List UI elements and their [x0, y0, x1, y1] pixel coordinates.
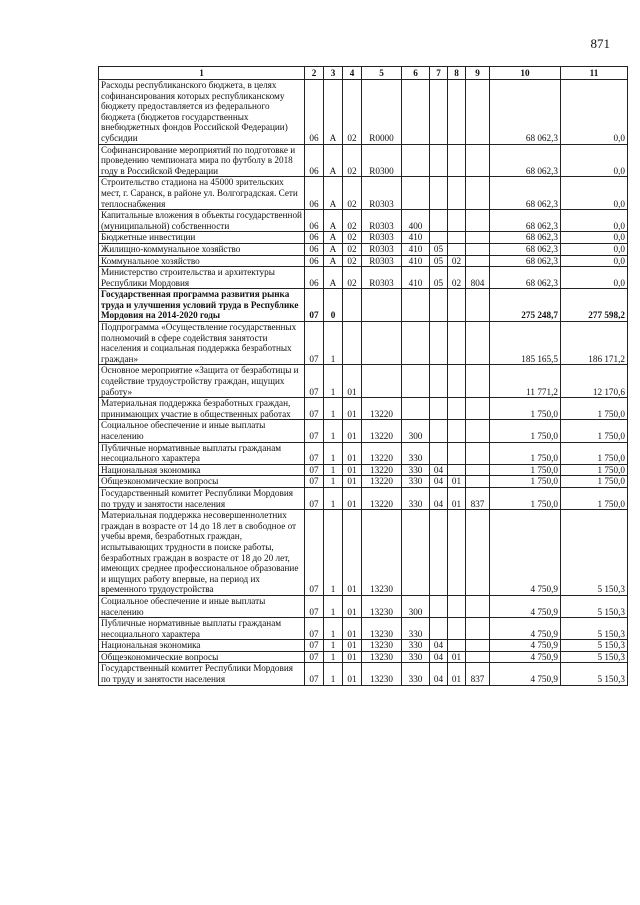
- division-cell: [430, 618, 448, 640]
- program-code-cell: 1: [324, 442, 343, 464]
- program-code-cell: А: [324, 243, 343, 255]
- program-code-cell: А: [324, 80, 343, 145]
- amount-2016-cell: 275 248,7: [490, 289, 561, 322]
- row-name-cell: Социальное обеспечение и иные выплаты населению: [99, 595, 305, 617]
- table-row: [99, 80, 628, 145]
- section-code-cell: 07: [305, 322, 324, 365]
- item-code-cell: 13220: [362, 487, 402, 509]
- amount-2017-cell: 1 750,0: [561, 442, 628, 464]
- division-cell: 05: [430, 267, 448, 289]
- ministry-code-cell: [466, 322, 490, 365]
- program-code-cell: 1: [324, 365, 343, 398]
- section-code-cell: 07: [305, 663, 324, 685]
- section-code-cell: 07: [305, 640, 324, 652]
- column-header: 5: [362, 67, 402, 80]
- program-code-cell: А: [324, 267, 343, 289]
- amount-2017-cell: 5 150,3: [561, 595, 628, 617]
- subdivision-cell: [448, 420, 466, 442]
- division-cell: 04: [430, 476, 448, 488]
- ministry-code-cell: [466, 651, 490, 663]
- program-code-cell: 1: [324, 510, 343, 596]
- division-cell: [430, 80, 448, 145]
- amount-2016-cell: 4 750,9: [490, 595, 561, 617]
- section-code-cell: 06: [305, 255, 324, 267]
- expense-type-cell: 330: [402, 464, 430, 476]
- amount-2016-cell: 4 750,9: [490, 618, 561, 640]
- table-header-row: [99, 67, 628, 80]
- section-code-cell: 06: [305, 177, 324, 210]
- subprogram-code-cell: [343, 289, 362, 322]
- row-name-cell: Публичные нормативные выплаты гражданам несоциального характера: [99, 442, 305, 464]
- program-code-cell: 1: [324, 595, 343, 617]
- table-row: [99, 595, 628, 617]
- subdivision-cell: [448, 398, 466, 420]
- subdivision-cell: [448, 464, 466, 476]
- expense-type-cell: 410: [402, 255, 430, 267]
- row-name-cell: Капитальные вложения в объекты государственной (муниципальной) собственности: [99, 210, 305, 232]
- expense-type-cell: [402, 144, 430, 177]
- amount-2017-cell: 1 750,0: [561, 464, 628, 476]
- section-code-cell: 06: [305, 80, 324, 145]
- program-code-cell: А: [324, 144, 343, 177]
- expense-type-cell: [402, 289, 430, 322]
- amount-2016-cell: 4 750,9: [490, 510, 561, 596]
- subdivision-cell: [448, 365, 466, 398]
- expense-type-cell: 330: [402, 442, 430, 464]
- item-code-cell: R0303: [362, 177, 402, 210]
- row-name-cell: Государственная программа развития рынка труда и улучшения условий труда в Республике Мордовия на 2014-2020 годы: [99, 289, 305, 322]
- amount-2017-cell: 12 170,6: [561, 365, 628, 398]
- subprogram-code-cell: 01: [343, 398, 362, 420]
- column-header: 4: [343, 67, 362, 80]
- ministry-code-cell: 837: [466, 663, 490, 685]
- table-row: [99, 618, 628, 640]
- section-code-cell: 07: [305, 420, 324, 442]
- expense-type-cell: 330: [402, 618, 430, 640]
- amount-2016-cell: 185 165,5: [490, 322, 561, 365]
- subdivision-cell: [448, 595, 466, 617]
- expense-type-cell: 300: [402, 420, 430, 442]
- subprogram-code-cell: 01: [343, 510, 362, 596]
- division-cell: [430, 365, 448, 398]
- row-name-cell: Материальная поддержка несовершеннолетних граждан в возрасте от 14 до 18 лет в свободное от учебы время, безработных граждан, испытывающих трудности в поиске работы, безработных граждан в возрасте от 18 до 20 лет, имеющих среднее профессиональное образование и ищущих работу впервые, на период их временного трудоустройства: [99, 510, 305, 596]
- table-row: [99, 420, 628, 442]
- amount-2017-cell: 0,0: [561, 267, 628, 289]
- amount-2017-cell: 5 150,3: [561, 640, 628, 652]
- subdivision-cell: 01: [448, 663, 466, 685]
- section-code-cell: 07: [305, 289, 324, 322]
- ministry-code-cell: [466, 210, 490, 232]
- section-code-cell: 07: [305, 651, 324, 663]
- program-code-cell: 1: [324, 322, 343, 365]
- division-cell: 04: [430, 487, 448, 509]
- item-code-cell: 13230: [362, 595, 402, 617]
- amount-2017-cell: 0,0: [561, 80, 628, 145]
- subdivision-cell: [448, 289, 466, 322]
- amount-2016-cell: 68 062,3: [490, 255, 561, 267]
- ministry-code-cell: [466, 595, 490, 617]
- table-row: [99, 398, 628, 420]
- table-row: [99, 210, 628, 232]
- item-code-cell: 13220: [362, 464, 402, 476]
- subprogram-code-cell: 01: [343, 651, 362, 663]
- section-code-cell: 07: [305, 510, 324, 596]
- item-code-cell: 13230: [362, 510, 402, 596]
- row-name-cell: Бюджетные инвестиции: [99, 232, 305, 244]
- program-code-cell: 1: [324, 464, 343, 476]
- amount-2016-cell: 1 750,0: [490, 464, 561, 476]
- division-cell: 05: [430, 255, 448, 267]
- subdivision-cell: 01: [448, 651, 466, 663]
- division-cell: 04: [430, 663, 448, 685]
- expense-type-cell: [402, 510, 430, 596]
- amount-2016-cell: 68 062,3: [490, 177, 561, 210]
- table-row: [99, 289, 628, 322]
- row-name-cell: Министерство строительства и архитектуры Республики Мордовия: [99, 267, 305, 289]
- subdivision-cell: [448, 243, 466, 255]
- amount-2017-cell: 1 750,0: [561, 398, 628, 420]
- table-row: [99, 232, 628, 244]
- ministry-code-cell: 837: [466, 487, 490, 509]
- amount-2016-cell: 1 750,0: [490, 476, 561, 488]
- amount-2017-cell: 277 598,2: [561, 289, 628, 322]
- subprogram-code-cell: 01: [343, 487, 362, 509]
- program-code-cell: 0: [324, 289, 343, 322]
- expense-type-cell: 330: [402, 476, 430, 488]
- amount-2016-cell: 11 771,2: [490, 365, 561, 398]
- subdivision-cell: [448, 177, 466, 210]
- expense-type-cell: 410: [402, 267, 430, 289]
- program-code-cell: А: [324, 232, 343, 244]
- amount-2017-cell: 5 150,3: [561, 618, 628, 640]
- section-code-cell: 07: [305, 442, 324, 464]
- subprogram-code-cell: 02: [343, 177, 362, 210]
- division-cell: [430, 398, 448, 420]
- program-code-cell: 1: [324, 420, 343, 442]
- program-code-cell: 1: [324, 476, 343, 488]
- table-row: [99, 651, 628, 663]
- ministry-code-cell: [466, 80, 490, 145]
- subdivision-cell: [448, 232, 466, 244]
- expense-type-cell: [402, 322, 430, 365]
- item-code-cell: 13220: [362, 476, 402, 488]
- amount-2017-cell: 5 150,3: [561, 651, 628, 663]
- ministry-code-cell: [466, 510, 490, 596]
- expense-type-cell: [402, 177, 430, 210]
- amount-2017-cell: 1 750,0: [561, 487, 628, 509]
- expense-type-cell: 330: [402, 640, 430, 652]
- amount-2016-cell: 1 750,0: [490, 442, 561, 464]
- program-code-cell: 1: [324, 487, 343, 509]
- expense-type-cell: [402, 365, 430, 398]
- expense-type-cell: 330: [402, 663, 430, 685]
- table-body: [99, 80, 628, 686]
- division-cell: 04: [430, 651, 448, 663]
- row-name-cell: Общеэкономические вопросы: [99, 651, 305, 663]
- subdivision-cell: [448, 144, 466, 177]
- column-header: 7: [430, 67, 448, 80]
- ministry-code-cell: [466, 420, 490, 442]
- division-cell: 05: [430, 243, 448, 255]
- row-name-cell: Строительство стадиона на 45000 зрительских мест, г. Саранск, в районе ул. Волгоградская. Сети теплоснабжения: [99, 177, 305, 210]
- ministry-code-cell: [466, 144, 490, 177]
- amount-2017-cell: 0,0: [561, 255, 628, 267]
- item-code-cell: [362, 289, 402, 322]
- section-code-cell: 07: [305, 618, 324, 640]
- division-cell: [430, 420, 448, 442]
- amount-2016-cell: 68 062,3: [490, 210, 561, 232]
- division-cell: [430, 144, 448, 177]
- item-code-cell: 13230: [362, 663, 402, 685]
- subprogram-code-cell: 02: [343, 243, 362, 255]
- column-header: 9: [466, 67, 490, 80]
- table-row: [99, 144, 628, 177]
- subdivision-cell: [448, 640, 466, 652]
- table-row: [99, 365, 628, 398]
- page-number: 871: [590, 36, 610, 51]
- division-cell: [430, 595, 448, 617]
- subdivision-cell: 01: [448, 476, 466, 488]
- subdivision-cell: [448, 210, 466, 232]
- program-code-cell: А: [324, 210, 343, 232]
- program-code-cell: А: [324, 177, 343, 210]
- amount-2017-cell: 0,0: [561, 210, 628, 232]
- subprogram-code-cell: 01: [343, 464, 362, 476]
- item-code-cell: [362, 322, 402, 365]
- amount-2017-cell: 0,0: [561, 232, 628, 244]
- amount-2016-cell: 68 062,3: [490, 267, 561, 289]
- row-name-cell: Жилищно-коммунальное хозяйство: [99, 243, 305, 255]
- row-name-cell: Общеэкономические вопросы: [99, 476, 305, 488]
- subprogram-code-cell: 02: [343, 80, 362, 145]
- column-header: 1: [99, 67, 305, 80]
- item-code-cell: R0303: [362, 232, 402, 244]
- section-code-cell: 07: [305, 487, 324, 509]
- subdivision-cell: 02: [448, 255, 466, 267]
- expense-type-cell: 410: [402, 243, 430, 255]
- amount-2016-cell: 4 750,9: [490, 640, 561, 652]
- division-cell: [430, 210, 448, 232]
- table-row: [99, 177, 628, 210]
- column-header: 6: [402, 67, 430, 80]
- row-name-cell: Коммунальное хозяйство: [99, 255, 305, 267]
- amount-2016-cell: 68 062,3: [490, 232, 561, 244]
- table-row: [99, 476, 628, 488]
- ministry-code-cell: [466, 243, 490, 255]
- amount-2016-cell: 1 750,0: [490, 420, 561, 442]
- amount-2017-cell: 1 750,0: [561, 420, 628, 442]
- section-code-cell: 07: [305, 595, 324, 617]
- item-code-cell: 13220: [362, 420, 402, 442]
- ministry-code-cell: [466, 476, 490, 488]
- amount-2017-cell: 0,0: [561, 243, 628, 255]
- subprogram-code-cell: 01: [343, 476, 362, 488]
- item-code-cell: R0303: [362, 243, 402, 255]
- program-code-cell: 1: [324, 663, 343, 685]
- subprogram-code-cell: 01: [343, 640, 362, 652]
- expense-type-cell: 410: [402, 232, 430, 244]
- item-code-cell: R0000: [362, 80, 402, 145]
- subdivision-cell: [448, 80, 466, 145]
- section-code-cell: 06: [305, 232, 324, 244]
- program-code-cell: 1: [324, 640, 343, 652]
- division-cell: [430, 442, 448, 464]
- row-name-cell: Государственный комитет Республики Мордовия по труду и занятости населения: [99, 487, 305, 509]
- item-code-cell: [362, 365, 402, 398]
- column-header: 10: [490, 67, 561, 80]
- expense-type-cell: [402, 398, 430, 420]
- section-code-cell: 07: [305, 398, 324, 420]
- subprogram-code-cell: 02: [343, 255, 362, 267]
- subprogram-code-cell: 01: [343, 420, 362, 442]
- subprogram-code-cell: 02: [343, 267, 362, 289]
- amount-2017-cell: 5 150,3: [561, 510, 628, 596]
- ministry-code-cell: 804: [466, 267, 490, 289]
- item-code-cell: 13220: [362, 398, 402, 420]
- amount-2017-cell: 186 171,2: [561, 322, 628, 365]
- item-code-cell: R0303: [362, 210, 402, 232]
- amount-2017-cell: 5 150,3: [561, 663, 628, 685]
- division-cell: 04: [430, 464, 448, 476]
- subprogram-code-cell: 02: [343, 144, 362, 177]
- division-cell: [430, 177, 448, 210]
- table-row: [99, 663, 628, 685]
- table-row: [99, 243, 628, 255]
- amount-2017-cell: 0,0: [561, 144, 628, 177]
- amount-2016-cell: 1 750,0: [490, 398, 561, 420]
- amount-2016-cell: 4 750,9: [490, 651, 561, 663]
- ministry-code-cell: [466, 255, 490, 267]
- column-header: 3: [324, 67, 343, 80]
- subprogram-code-cell: 01: [343, 365, 362, 398]
- division-cell: [430, 232, 448, 244]
- section-code-cell: 06: [305, 267, 324, 289]
- subprogram-code-cell: 01: [343, 618, 362, 640]
- amount-2016-cell: 68 062,3: [490, 144, 561, 177]
- ministry-code-cell: [466, 177, 490, 210]
- program-code-cell: 1: [324, 398, 343, 420]
- table-row: [99, 267, 628, 289]
- program-code-cell: 1: [324, 651, 343, 663]
- subdivision-cell: 01: [448, 487, 466, 509]
- row-name-cell: Национальная экономика: [99, 640, 305, 652]
- row-name-cell: Публичные нормативные выплаты гражданам несоциального характера: [99, 618, 305, 640]
- row-name-cell: Основное мероприятие «Защита от безработицы и содействие трудоустройству граждан, ищущих работу»: [99, 365, 305, 398]
- ministry-code-cell: [466, 289, 490, 322]
- program-code-cell: А: [324, 255, 343, 267]
- amount-2016-cell: 1 750,0: [490, 487, 561, 509]
- section-code-cell: 06: [305, 144, 324, 177]
- ministry-code-cell: [466, 464, 490, 476]
- table-row: [99, 487, 628, 509]
- division-cell: [430, 322, 448, 365]
- row-name-cell: Софинансирование мероприятий по подготовке и проведению чемпионата мира по футболу в 2018 году в Российской Федерации: [99, 144, 305, 177]
- amount-2017-cell: 0,0: [561, 177, 628, 210]
- column-header: 11: [561, 67, 628, 80]
- subprogram-code-cell: [343, 322, 362, 365]
- section-code-cell: 06: [305, 243, 324, 255]
- ministry-code-cell: [466, 365, 490, 398]
- table-row: [99, 442, 628, 464]
- table-row: [99, 322, 628, 365]
- row-name-cell: Подпрограмма «Осуществление государственных полномочий в сфере содействия занятости населения и социальная поддержка безработных граждан»: [99, 322, 305, 365]
- row-name-cell: Государственный комитет Республики Мордовия по труду и занятости населения: [99, 663, 305, 685]
- item-code-cell: 13230: [362, 640, 402, 652]
- ministry-code-cell: [466, 618, 490, 640]
- program-code-cell: 1: [324, 618, 343, 640]
- row-name-cell: Национальная экономика: [99, 464, 305, 476]
- division-cell: [430, 289, 448, 322]
- expense-type-cell: 300: [402, 595, 430, 617]
- item-code-cell: 13230: [362, 618, 402, 640]
- division-cell: 04: [430, 640, 448, 652]
- subdivision-cell: 02: [448, 267, 466, 289]
- table-row: [99, 464, 628, 476]
- section-code-cell: 07: [305, 476, 324, 488]
- amount-2017-cell: 1 750,0: [561, 476, 628, 488]
- amount-2016-cell: 4 750,9: [490, 663, 561, 685]
- ministry-code-cell: [466, 232, 490, 244]
- item-code-cell: 13220: [362, 442, 402, 464]
- section-code-cell: 07: [305, 365, 324, 398]
- item-code-cell: 13230: [362, 651, 402, 663]
- section-code-cell: 07: [305, 464, 324, 476]
- division-cell: [430, 510, 448, 596]
- ministry-code-cell: [466, 442, 490, 464]
- subprogram-code-cell: 02: [343, 232, 362, 244]
- subprogram-code-cell: 01: [343, 442, 362, 464]
- amount-2016-cell: 68 062,3: [490, 80, 561, 145]
- row-name-cell: Материальная поддержка безработных граждан, принимающих участие в общественных работах: [99, 398, 305, 420]
- item-code-cell: R0303: [362, 267, 402, 289]
- expense-type-cell: 400: [402, 210, 430, 232]
- row-name-cell: Социальное обеспечение и иные выплаты населению: [99, 420, 305, 442]
- subprogram-code-cell: 01: [343, 595, 362, 617]
- expense-type-cell: 330: [402, 651, 430, 663]
- budget-table: [98, 66, 628, 686]
- table-row: [99, 510, 628, 596]
- ministry-code-cell: [466, 640, 490, 652]
- subprogram-code-cell: 02: [343, 210, 362, 232]
- expense-type-cell: 330: [402, 487, 430, 509]
- item-code-cell: R0303: [362, 255, 402, 267]
- subdivision-cell: [448, 618, 466, 640]
- subprogram-code-cell: 01: [343, 663, 362, 685]
- subdivision-cell: [448, 510, 466, 596]
- table-row: [99, 255, 628, 267]
- column-header: 8: [448, 67, 466, 80]
- subdivision-cell: [448, 322, 466, 365]
- expense-type-cell: [402, 80, 430, 145]
- amount-2016-cell: 68 062,3: [490, 243, 561, 255]
- section-code-cell: 06: [305, 210, 324, 232]
- ministry-code-cell: [466, 398, 490, 420]
- table-row: [99, 640, 628, 652]
- item-code-cell: R0300: [362, 144, 402, 177]
- row-name-cell: Расходы республиканского бюджета, в целях софинансирования которых республиканскому бюджету предоставляется из федерального бюджета (бюджетов государственных внебюджетных фондов Российской Федерации) субсидии: [99, 80, 305, 145]
- subdivision-cell: [448, 442, 466, 464]
- column-header: 2: [305, 67, 324, 80]
